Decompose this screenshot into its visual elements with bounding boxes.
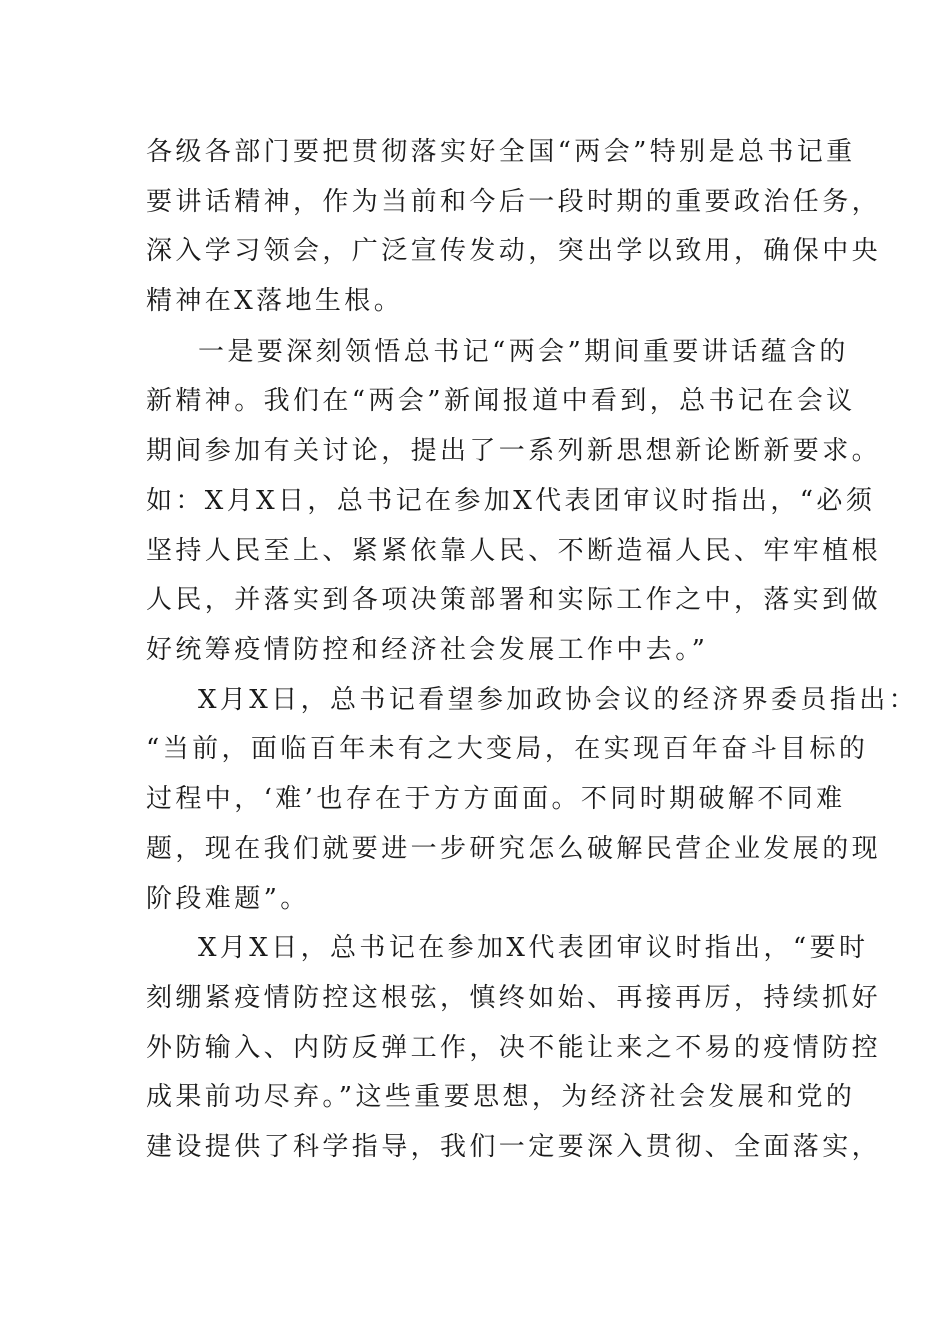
paragraph-1-line-2: 要讲话精神，作为当前和今后一段时期的重要政治任务， (146, 187, 882, 217)
paragraph-3-line-3: 过程中，‘难’也存在于方方面面。不同时期破解不同难 (146, 784, 846, 814)
paragraph-3-line-4: 题，现在我们就要进一步研究怎么破解民营企业发展的现 (146, 834, 882, 864)
paragraph-2-line-2: 新精神。我们在“两会”新闻报道中看到，总书记在会议 (146, 386, 856, 416)
paragraph-1-line-1: 各级各部门要把贯彻落实好全国“两会”特别是总书记重 (146, 137, 856, 167)
paragraph-1-line-3: 深入学习领会，广泛宣传发动，突出学以致用，确保中央 (146, 236, 882, 266)
paragraph-1-line-4: 精神在X落地生根。 (146, 286, 404, 316)
paragraph-3-line-5: 阶段难题”。 (146, 884, 310, 914)
paragraph-4-line-1: X月X日，总书记在参加X代表团审议时指出，“要时 (198, 933, 869, 963)
paragraph-2-line-7: 好统筹疫情防控和经济社会发展工作中去。” (146, 635, 709, 665)
paragraph-2-line-1: 一是要深刻领悟总书记“两会”期间重要讲话蕴含的 (198, 337, 849, 367)
paragraph-3-line-1: X月X日，总书记看望参加政协会议的经济界委员指出： (198, 685, 919, 715)
paragraph-2-line-5: 坚持人民至上、紧紧依靠人民、不断造福人民、牢牢植根 (146, 536, 882, 566)
paragraph-2-line-6: 人民，并落实到各项决策部署和实际工作之中，落实到做 (146, 585, 882, 615)
paragraph-4-line-2: 刻绷紧疫情防控这根弦，慎终如始、再接再厉，持续抓好 (146, 983, 882, 1013)
paragraph-4-line-5: 建设提供了科学指导，我们一定要深入贯彻、全面落实， (146, 1132, 882, 1162)
paragraph-4-line-4: 成果前功尽弃。”这些重要思想，为经济社会发展和党的 (146, 1082, 856, 1112)
paragraph-3-line-2: “当前，面临百年未有之大变局，在实现百年奋斗目标的 (146, 734, 869, 764)
paragraph-2-line-3: 期间参加有关讨论，提出了一系列新思想新论断新要求。 (146, 436, 882, 466)
paragraph-2-line-4: 如：X月X日，总书记在参加X代表团审议时指出，“必须 (146, 486, 876, 516)
paragraph-4-line-3: 外防输入、内防反弹工作，决不能让来之不易的疫情防控 (146, 1033, 882, 1063)
